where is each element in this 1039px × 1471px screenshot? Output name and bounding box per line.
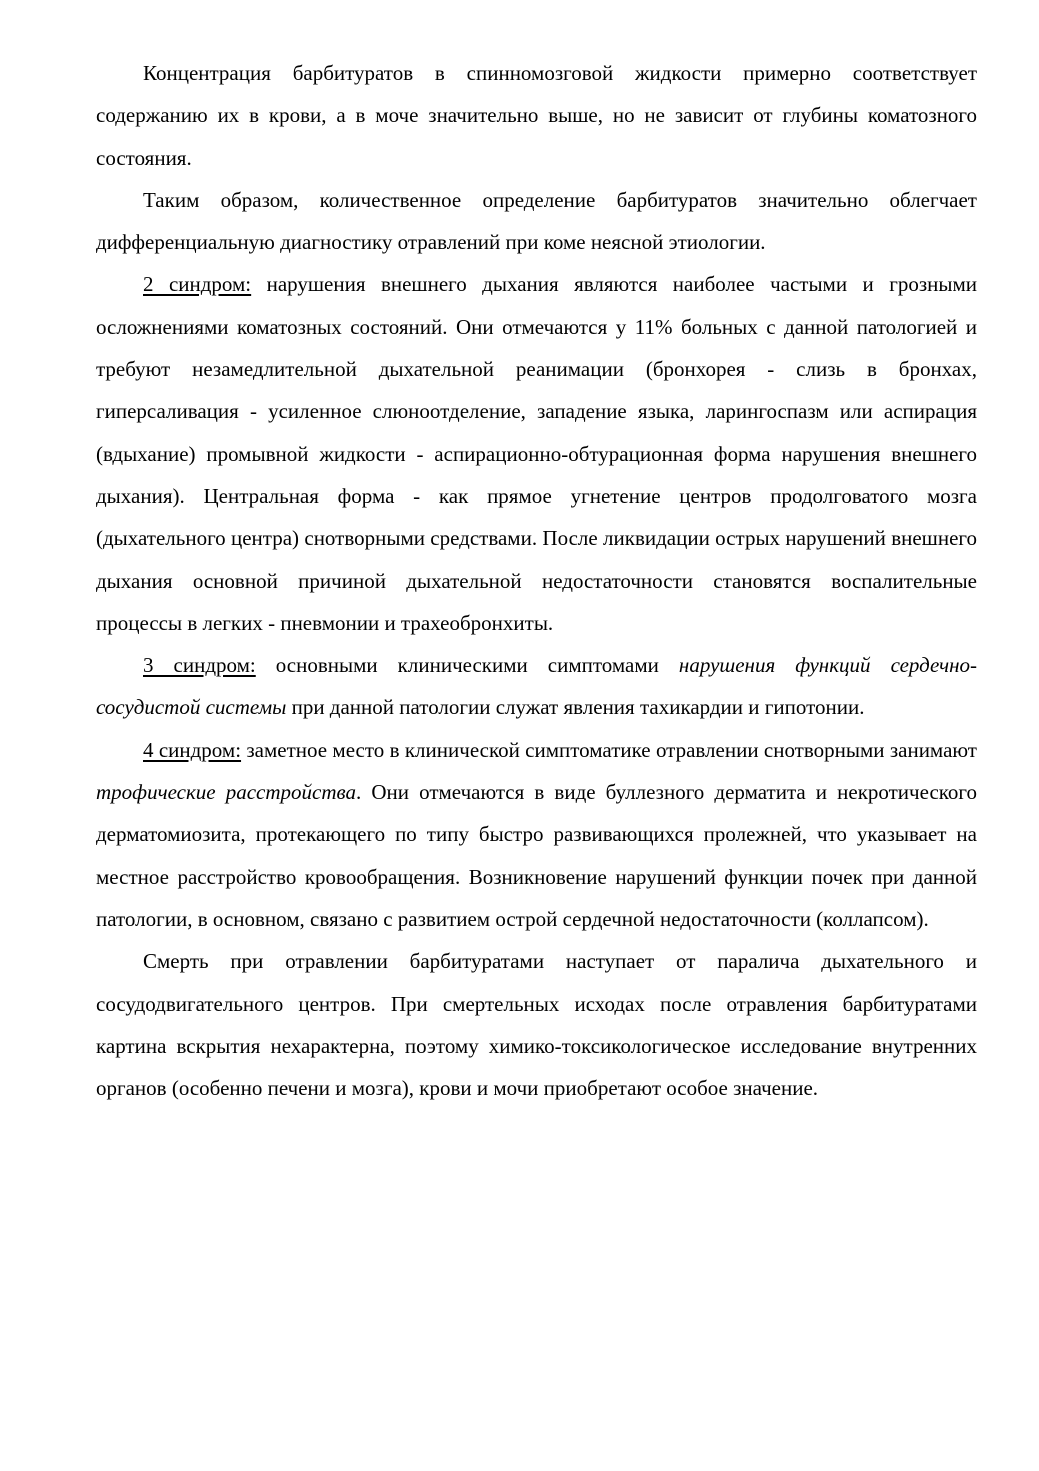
paragraph-syndrome-2 bbox=[96, 263, 977, 644]
paragraph-syndrome-3 bbox=[96, 644, 977, 729]
paragraph-text: нарушения внешнего дыхания являются наиболее частыми и грозными осложнениями коматозных состояний. Они отмечаются у 11% больных с данной патологией и требуют незамедлительной дыхательной реанимации (бронхорея - слизь в бронхах, гиперсаливация - усиленное слюноотделение, западение языка, ларингоспазм или аспирация (вдыхание) промывной жидкости - аспирационно-обтурационная форма нарушения внешнего дыхания). Центральная форма - как прямое угнетение центров продолговатого мозга (дыхательного центра) снотворными средствами. После ликвидации острых нарушений внешнего дыхания основной причиной дыхательной недостаточности становятся воспалительные процессы в легких - пневмонии и трахеобронхиты. bbox=[96, 272, 977, 635]
paragraph-syndrome-4 bbox=[96, 729, 977, 940]
emphasis-text: трофические расстройства bbox=[96, 780, 356, 805]
paragraph-text: заметное место в клинической симптоматике отравлении снотворными занимают bbox=[241, 737, 977, 762]
paragraph-quantitative-determination bbox=[96, 179, 977, 264]
paragraph-text: Смерть при отравлении барбитуратами наступает от паралича дыхательного и сосудодвигательного центров. При смертельных исходах после отравления барбитуратами картина вскрытия нехарактерна, поэтому химико-токсикологическое исследование внутренних органов (особенно печени и мозга), крови и мочи приобретают особое значение. bbox=[96, 949, 977, 1101]
emphasis-text: нарушения функций сердечно-сосудистой системы bbox=[96, 653, 978, 720]
paragraph-text: Таким образом, количественное определение барбитуратов значительно облегчает дифференциальную диагностику отравлений при коме неясной этиологии. bbox=[96, 187, 977, 255]
paragraph-death-cause bbox=[96, 940, 977, 1109]
paragraph-text: основными клиническими симптомами bbox=[255, 653, 679, 678]
paragraph-text: . Они отмечаются в виде буллезного дерматита и некротического дерматомиозита, протекающего по типу быстро развивающихся пролежней, что указывает на местное расстройство кровообращения. Возникновение нарушений функции почек при данной патологии, в основном, связано с развитием острой сердечной недостаточности (коллапсом). bbox=[96, 780, 978, 931]
paragraph-csf-concentration bbox=[96, 52, 977, 179]
syndrome-label: 2 синдром: bbox=[143, 272, 252, 297]
paragraph-text: Концентрация барбитуратов в спинномозговой жидкости примерно соответствует содержанию их в крови, а в моче значительно выше, но не зависит от глубины коматозного состояния. bbox=[96, 61, 977, 170]
syndrome-label: 4 синдром: bbox=[143, 737, 242, 762]
syndrome-label: 3 синдром: bbox=[143, 653, 256, 678]
paragraph-text: при данной патологии служат явления тахикардии и гипотонии. bbox=[286, 695, 865, 720]
